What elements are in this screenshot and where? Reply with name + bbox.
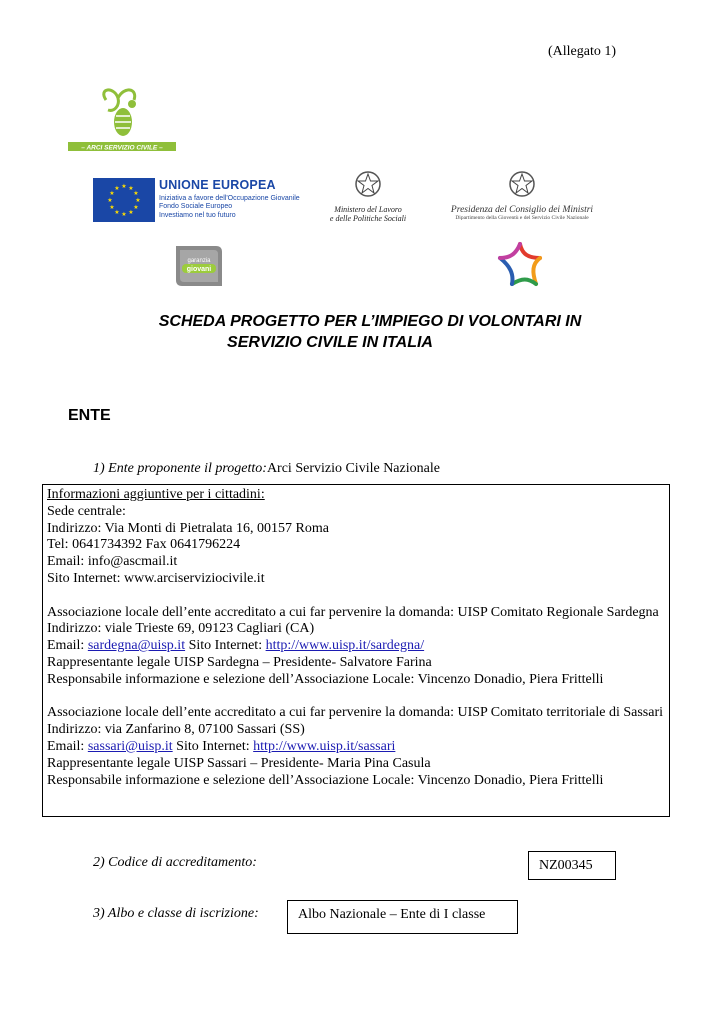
sede-line: Sito Internet: www.arciserviziocivile.it bbox=[47, 570, 265, 586]
question-3-label: 3) Albo e classe di iscrizione: bbox=[93, 906, 259, 921]
sede-line: Sede centrale: bbox=[47, 503, 126, 519]
servizio-civile-star-logo bbox=[494, 240, 546, 292]
svg-text:★: ★ bbox=[128, 185, 134, 192]
svg-text:★: ★ bbox=[133, 190, 139, 197]
svg-text:★: ★ bbox=[128, 209, 134, 216]
question-1-label: 1) Ente proponente il progetto: bbox=[93, 461, 267, 476]
page-title-line-1: SCHEDA PROGETTO PER L’IMPIEGO DI VOLONTARI IN bbox=[158, 313, 582, 330]
assoc2-address: Indirizzo: via Zanfarino 8, 07100 Sassari (SS) bbox=[47, 722, 305, 738]
eu-flag-icon bbox=[93, 178, 155, 222]
presidenza-consiglio-logo bbox=[446, 168, 598, 230]
sede-line: Tel: 0641734392 Fax 0641796224 bbox=[47, 537, 241, 553]
assoc2-resp: Responsabile informazione e selezione dell’Associazione Locale: Vincenzo Donadio, Piera Frittelli bbox=[47, 772, 604, 788]
assoc2-legal: Rappresentante legale UISP Sassari – Presidente- Maria Pina Casula bbox=[47, 755, 431, 771]
assoc1-email-link[interactable]: sardegna@uisp.it bbox=[87, 638, 186, 654]
giovani-text: giovani bbox=[186, 266, 212, 273]
svg-text:★: ★ bbox=[109, 190, 115, 197]
assoc2-intro: Associazione locale dell’ente accreditato a cui far pervenire la domanda: UISP Comitato territoriale di Sassari bbox=[47, 705, 664, 721]
svg-text:★: ★ bbox=[135, 197, 141, 204]
question-1 bbox=[93, 461, 440, 477]
assoc1-contacts bbox=[47, 638, 665, 655]
svg-text:★: ★ bbox=[133, 204, 139, 211]
accreditation-code-box: NZ00345 bbox=[528, 851, 616, 880]
site-label: Sito Internet: bbox=[172, 738, 254, 754]
arci-servizio-civile-logo bbox=[68, 82, 176, 152]
email-label: Email: bbox=[47, 638, 88, 654]
ministero-lavoro-logo bbox=[322, 168, 414, 230]
info-heading: Informazioni aggiuntive per i cittadini: bbox=[47, 487, 265, 502]
svg-text:★: ★ bbox=[114, 185, 120, 192]
assoc1-site-link[interactable]: http://www.uisp.it/sardegna/ bbox=[265, 638, 425, 654]
assoc1-address: Indirizzo: viale Trieste 69, 09123 Cagliari (CA) bbox=[47, 621, 315, 637]
email-label: Email: bbox=[47, 738, 88, 754]
question-1-value: Arci Servizio Civile Nazionale bbox=[266, 461, 440, 476]
albo-class-box: Albo Nazionale – Ente di I classe bbox=[287, 900, 518, 934]
section-heading-ente: ENTE bbox=[68, 407, 111, 424]
assoc2-site-link[interactable]: http://www.uisp.it/sassari bbox=[253, 738, 396, 754]
garanzia-giovani-logo bbox=[170, 240, 228, 292]
eu-caption-line: Fondo Sociale Europeo bbox=[159, 203, 233, 211]
svg-text:★: ★ bbox=[121, 183, 127, 190]
presidenza-subtitle: Dipartimento della Gioventù e del Servizio Civile Nazionale bbox=[455, 215, 589, 221]
sede-line: Indirizzo: Via Monti di Pietralata 16, 00157 Roma bbox=[47, 520, 329, 536]
eu-caption bbox=[159, 195, 300, 220]
site-label: Sito Internet: bbox=[185, 638, 266, 654]
garanzia-text: garanzia bbox=[187, 258, 211, 264]
eu-title: UNIONE EUROPEA bbox=[159, 178, 276, 192]
allegato-label: (Allegato 1) bbox=[548, 44, 617, 59]
assoc2-contacts bbox=[47, 739, 665, 756]
unione-europea-logo bbox=[93, 178, 315, 224]
eu-caption-line: Iniziativa a favore dell'Occupazione Giovanile bbox=[159, 195, 300, 202]
svg-text:★: ★ bbox=[107, 197, 113, 204]
page-title-line-2: SERVIZIO CIVILE IN ITALIA bbox=[227, 334, 433, 351]
italian-emblem-icon bbox=[353, 168, 383, 200]
svg-text:★: ★ bbox=[114, 209, 120, 216]
italian-emblem-icon bbox=[507, 168, 537, 200]
ministero-line-1: Ministero del Lavoro bbox=[334, 205, 402, 214]
assoc1-resp: Responsabile informazione e selezione dell’Associazione Locale: Vincenzo Donadio, Piera Frittelli bbox=[47, 671, 604, 687]
eu-caption-line: Investiamo nel tuo futuro bbox=[159, 211, 236, 219]
assoc2-email-link[interactable]: sassari@uisp.it bbox=[87, 738, 173, 754]
svg-text:★: ★ bbox=[109, 204, 115, 211]
sede-line: Email: info@ascmail.it bbox=[47, 554, 178, 570]
svg-text:– ARCI SERVIZIO CIVILE –: – ARCI SERVIZIO CIVILE – bbox=[81, 144, 163, 152]
presidenza-title: Presidenza del Consiglio dei Ministri bbox=[450, 205, 594, 215]
assoc1-legal: Rappresentante legale UISP Sardegna – Presidente- Salvatore Farina bbox=[47, 654, 432, 670]
assoc1-intro: Associazione locale dell’ente accreditato a cui far pervenire la domanda: UISP Comitato Regionale Sardegna bbox=[47, 604, 659, 620]
info-box bbox=[42, 484, 670, 817]
question-2-label: 2) Codice di accreditamento: bbox=[93, 855, 257, 870]
svg-text:★: ★ bbox=[121, 211, 127, 218]
ministero-line-2: e delle Politiche Sociali bbox=[329, 214, 407, 223]
